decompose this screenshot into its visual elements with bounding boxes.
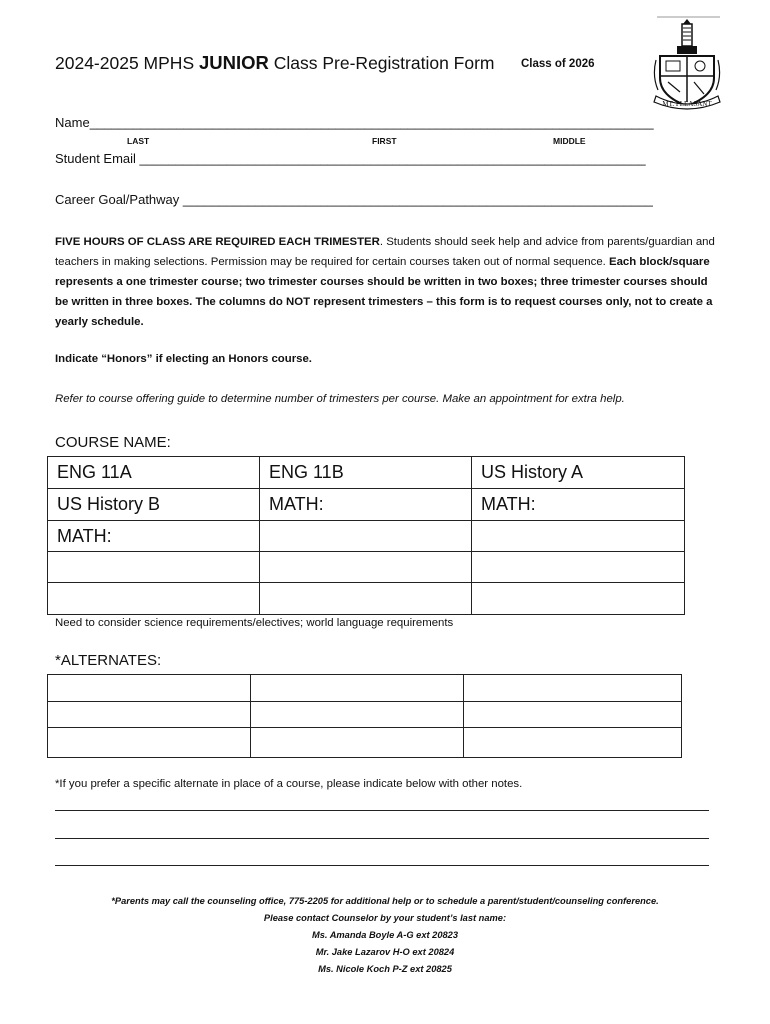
alternate-cell[interactable]: [251, 675, 464, 702]
counselor-lazarov: Mr. Jake Lazarov H-O ext 20824: [315, 947, 455, 957]
email-blank: ______________________________________________________________________: [135, 151, 646, 166]
career-blank: _________________________________________________________________: [179, 192, 653, 207]
form-title: [55, 52, 495, 74]
table-row: [48, 728, 682, 758]
alternate-cell[interactable]: [251, 728, 464, 758]
requirements-note: Need to consider science requirements/electives; world language requirements: [55, 617, 454, 629]
counselor-boyle: Ms. Amanda Boyle A-G ext 20823: [311, 930, 459, 940]
school-seal-logo: [652, 16, 722, 112]
alternate-cell[interactable]: [464, 675, 682, 702]
last-name-caption: LAST: [127, 136, 150, 146]
alternate-cell[interactable]: [464, 728, 682, 758]
name-label: Name: [55, 115, 90, 130]
refer-guide-note: Refer to course offering guide to determine number of trimesters per course. Make an appointment for extra help.: [55, 393, 625, 405]
counselor-koch: Ms. Nicole Koch P-Z ext 20825: [318, 964, 452, 974]
table-row: [48, 675, 682, 702]
table-row: [48, 489, 685, 521]
name-field[interactable]: [55, 115, 654, 130]
instructions-paragraph: [55, 232, 717, 332]
hours-required-text: FIVE HOURS OF CLASS ARE REQUIRED EACH TRIMESTER: [55, 236, 380, 248]
table-row: [48, 583, 685, 615]
course-table: [47, 456, 685, 615]
course-cell[interactable]: MATH:: [260, 489, 472, 521]
course-cell[interactable]: [260, 583, 472, 615]
notes-line[interactable]: [55, 865, 709, 866]
course-cell[interactable]: ENG 11A: [48, 457, 260, 489]
first-name-caption: FIRST: [372, 136, 397, 146]
course-cell[interactable]: US History A: [472, 457, 685, 489]
alternates-heading: *ALTERNATES:: [55, 652, 162, 669]
middle-name-caption: MIDDLE: [553, 136, 586, 146]
alternate-cell[interactable]: [48, 675, 251, 702]
alternates-table: [47, 674, 682, 758]
career-label: Career Goal/Pathway: [55, 192, 180, 207]
contact-counselor-note: Please contact Counselor by your student’s last name:: [263, 913, 507, 923]
title-year: 2024-2025 MPHS: [55, 53, 199, 73]
alternate-cell[interactable]: [251, 702, 464, 728]
course-cell[interactable]: ENG 11B: [260, 457, 472, 489]
course-cell[interactable]: [48, 552, 260, 583]
table-row: [48, 552, 685, 583]
course-cell[interactable]: MATH:: [48, 521, 260, 552]
block-rules-text: Each block/square represents a one trimester course; two trimester courses should be written in two boxes; three trimester courses should be written in three boxes. The columns do NOT represent trimesters – this form is to request courses only, not to create a yearly schedule.: [55, 256, 713, 328]
alternate-instructions: *If you prefer a specific alternate in place of a course, please indicate below with other notes.: [55, 778, 523, 790]
course-cell[interactable]: [48, 583, 260, 615]
course-cell[interactable]: [472, 521, 685, 552]
name-blank: ______________________________________________________________________________: [89, 115, 654, 130]
counseling-office-note: *Parents may call the counseling office, 775-2205 for additional help or to schedule a parent/student/counseling conference.: [111, 896, 659, 906]
table-row: [48, 457, 685, 489]
alternate-cell[interactable]: [48, 728, 251, 758]
notes-line[interactable]: [55, 810, 709, 811]
table-row: [48, 702, 682, 728]
course-cell[interactable]: [472, 583, 685, 615]
advice-text: . Students should seek help and advice from parents/guardian and teachers in making selections. Permission may be required for certain courses taken out of normal sequence.: [55, 236, 715, 268]
course-cell[interactable]: [260, 521, 472, 552]
career-field[interactable]: [55, 192, 653, 207]
course-cell[interactable]: [472, 552, 685, 583]
course-cell[interactable]: MATH:: [472, 489, 685, 521]
alternate-cell[interactable]: [464, 702, 682, 728]
course-cell[interactable]: US History B: [48, 489, 260, 521]
table-row: [48, 521, 685, 552]
course-name-heading: COURSE NAME:: [55, 434, 171, 451]
class-of-label: Class of 2026: [521, 58, 595, 70]
course-cell[interactable]: [260, 552, 472, 583]
title-grade: JUNIOR: [198, 52, 269, 73]
email-label: Student Email: [55, 151, 136, 166]
notes-line[interactable]: [55, 838, 709, 839]
email-field[interactable]: [55, 151, 646, 166]
honors-note: Indicate “Honors” if electing an Honors course.: [55, 353, 312, 365]
svg-text:MT. PLEASANT: MT. PLEASANT: [662, 100, 712, 108]
title-rest: Class Pre-Registration Form: [268, 53, 495, 73]
alternate-cell[interactable]: [48, 702, 251, 728]
